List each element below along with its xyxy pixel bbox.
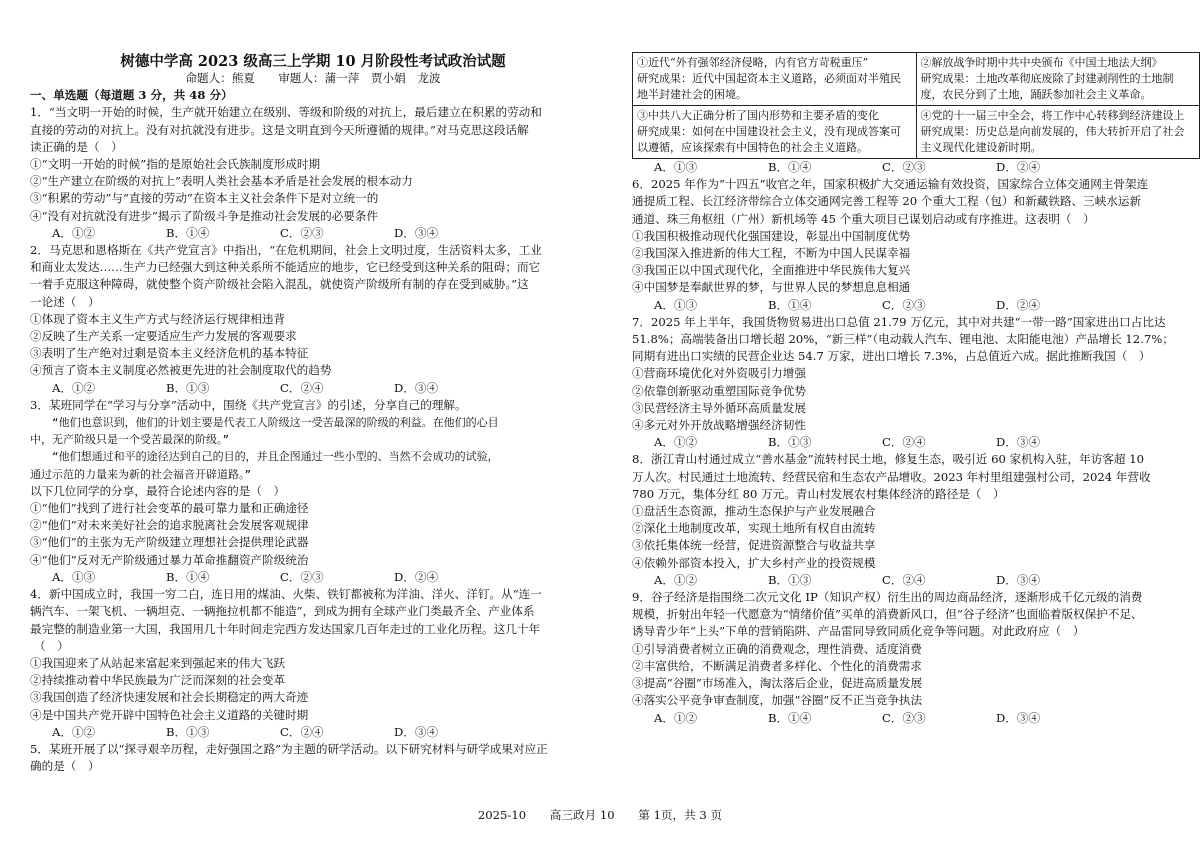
question-stem-line: 通提质工程、长江经济带综合立体交通网完善工程等 20 个重大工程（包）和新藏铁路、三峡水运新	[632, 194, 1142, 209]
question-9	[632, 589, 1198, 727]
option-b[interactable]: B．①④	[768, 297, 812, 312]
answer-statement: ①体现了资本主义生产方式与经济运行规律相违背	[30, 311, 286, 326]
research-result: 研究成果：如何在中国建设社会主义，没有现成答案可以遵循，应该探索有中国特色的社会主义道路。	[637, 125, 901, 154]
option-c[interactable]: C．②④	[280, 724, 324, 739]
answer-statement: ②“他们”对未来美好社会的追求脱离社会发展客观规律	[30, 518, 309, 533]
research-cell-3	[633, 106, 917, 159]
answer-statement: ③表明了生产绝对过剩是资本主义经济危机的基本特征	[30, 346, 309, 361]
option-c[interactable]: C．②④	[280, 380, 324, 395]
question-1	[30, 104, 596, 242]
option-a[interactable]: A．①③	[654, 160, 698, 174]
question-stem-line: 一论述（ ）	[30, 294, 100, 309]
option-a[interactable]: A．①③	[52, 569, 96, 584]
answer-statement: ④依赖外部资本投入，扩大乡村产业的投资规模	[632, 555, 876, 570]
answer-statement: ①引导消费者树立正确的消费观念，理性消费、适度消费	[632, 641, 922, 656]
answer-statement: ①盘活生态资源，推动生态保护与产业发展融合	[632, 504, 876, 519]
answer-statement: ③民营经济主导外循环高质量发展	[632, 400, 806, 415]
option-a[interactable]: A．①②	[52, 225, 96, 240]
question-stem-line: 1．“当文明一开始的时候，生产就开始建立在级别、等级和阶级的对抗上，最后建立在积累的劳动和	[30, 105, 542, 120]
option-d[interactable]: D．③④	[394, 380, 439, 395]
right-column	[632, 52, 1198, 727]
page-number: 第 1页，共 3 页	[638, 808, 723, 822]
option-a[interactable]: A．①②	[654, 710, 698, 725]
answer-options	[30, 225, 596, 242]
question-stem-line: 诱导青少年“上头”下单的营销陷阱、产品雷同导致同质化竞争等问题。对此政府应（ ）	[632, 624, 1085, 639]
option-c[interactable]: C．②③	[280, 569, 324, 584]
question-5-stem	[30, 741, 596, 775]
research-material: ④党的十一届三中全会，将工作中心转移到经济建设上	[920, 109, 1185, 122]
question-4	[30, 586, 596, 741]
option-d[interactable]: D．③④	[394, 225, 439, 240]
option-b[interactable]: B．①③	[768, 435, 812, 450]
question-7	[632, 314, 1198, 452]
option-c[interactable]: C．②④	[882, 572, 926, 587]
option-c[interactable]: C．②④	[882, 435, 926, 450]
option-a[interactable]: A．①②	[52, 380, 96, 395]
research-material: ③中共八大正确分析了国内形势和主要矛盾的变化	[637, 109, 879, 122]
answer-statement: ④是中国共产党开辟中国特色社会主义道路的关键时期	[30, 707, 309, 722]
answer-statement: ②反映了生产关系一定要适应生产力发展的客观要求	[30, 329, 297, 344]
question-stem-line: 读正确的是（ ）	[30, 139, 123, 154]
quote-line: “他们想通过和平的途径达到自己的目的，并且企图通过一些小型的、当然不会成功的试验，	[52, 450, 499, 464]
option-b[interactable]: B．①④	[768, 710, 812, 725]
quote-line: “他们也意识到，他们的计划主要是代表工人阶级这一受苦最深的阶级的利益。在他们的心目	[52, 416, 499, 430]
question-stem-line: 8．浙江青山村通过成立“善水基金”流转村民土地，修复生态，吸引近 60 家机构入驻，年访客超 10	[632, 452, 1144, 467]
answer-options	[632, 297, 1198, 314]
question-stem-line: 最完整的制造业第一大国，我国用几十年时间走完西方发达国家几百年走过的工业化历程。这几十年	[30, 621, 541, 636]
answer-statement: ④多元对外开放战略增强经济韧性	[632, 418, 806, 433]
question-stem-line: 万人次。村民通过土地流转、经营民宿和生态农产品增收。2023 年村里组建强村公司，2024 年营收	[632, 469, 1151, 484]
answer-statement: ②依靠创新驱动重塑国际竞争优势	[632, 383, 806, 398]
answer-options	[30, 569, 596, 586]
answer-statement: ④预言了资本主义制度必然被更先进的社会制度取代的趋势	[30, 363, 332, 378]
answer-statement: ④中国梦是奉献世界的梦，与世界人民的梦想息息相通	[632, 280, 911, 295]
option-d[interactable]: D．②④	[996, 160, 1041, 174]
option-b[interactable]: B．①④	[166, 569, 210, 584]
answer-statement: ④“他们”反对无产阶级通过暴力革命推翻资产阶级统治	[30, 552, 309, 567]
answer-statement: ②深化土地制度改革，实现土地所有权自由流转	[632, 521, 876, 536]
question-stem-line: 2．马克思和恩格斯在《共产党宣言》中指出，“在危机期间，社会上文明过度，生活资料太多，工业	[30, 243, 542, 258]
left-column	[30, 52, 596, 775]
answer-statement: ③我国创造了经济快速发展和社会长期稳定的两大奇迹	[30, 690, 309, 705]
answer-statement: ①“他们”找到了进行社会变革的最可靠力量和正确途径	[30, 501, 309, 516]
research-cell-2	[916, 53, 1200, 106]
option-b[interactable]: B．①③	[166, 724, 210, 739]
quote-line: 中，无产阶级只是一个受苦最深的阶级。”	[30, 433, 230, 447]
option-b[interactable]: B．①③	[166, 380, 210, 395]
answer-statement: ①我国积极推动现代化强国建设，彰显出中国制度优势	[632, 228, 911, 243]
question-stem-line: 7．2025 年上半年，我国货物贸易进出口总值 21.79 万亿元，其中对共建“一带一路”国家进出口占比达	[632, 314, 1166, 329]
answer-options	[632, 710, 1198, 727]
answer-statement: ①营商环境优化对外资吸引力增强	[632, 366, 806, 381]
question-stem-line: 确的是（ ）	[30, 759, 100, 774]
question-stem-line: 3．某班同学在“学习与分享”活动中，围绕《共产党宣言》的引述，分享自己的理解。	[30, 397, 467, 412]
section-heading: 一、单选题（每道题 3 分，共 48 分）	[30, 88, 233, 103]
footer-code: 高三政月 10	[549, 808, 615, 822]
answer-options	[632, 159, 1198, 176]
question-stem-line: （ ）	[34, 638, 69, 653]
question-stem-line: 辆汽车、一架飞机、一辆坦克、一辆拖拉机都不能造”，到成为拥有全球产业门类最齐全、产业体系	[30, 604, 535, 619]
research-result: 研究成果：土地改革彻底废除了封建剥削性的土地制度，农民分到了土地，踊跃参加社会主义革命。	[920, 72, 1174, 101]
answer-statement: ②“生产建立在阶级的对抗上”表明人类社会基本矛盾是社会发展的根本动力	[30, 174, 413, 189]
research-material: ①近代“外有强邻经济侵略，内有官方苛税重压”	[637, 56, 869, 69]
option-b[interactable]: B．①④	[768, 160, 812, 174]
exam-title: 树德中学高 2023 级高三上学期 10 月阶段性考试政治试题	[120, 53, 506, 70]
question-stem-line: 一着手克服这种障碍，就使整个资产阶级社会陷入混乱，就使资产阶级所有制的存在受到威胁。”这	[30, 277, 529, 292]
footer-date: 2025-10	[477, 808, 527, 822]
answer-options	[30, 380, 596, 397]
question-stem-line: 和商业太发达……生产力已经强大到这种关系所不能适应的地步，它已经受到这种关系的阻碍；而它	[30, 260, 541, 275]
answer-statement: ②我国深入推进新的伟大工程，不断为中国人民谋幸福	[632, 246, 911, 261]
question-8	[632, 451, 1198, 589]
research-result: 研究成果：历史总是向前发展的，伟大转折开启了社会主义现代化建设新时期。	[920, 125, 1185, 154]
question-stem-line: 规模，折射出年轻一代愿意为“情绪价值”买单的消费新风口，但“谷子经济”也面临着版权保护不足、	[632, 607, 1143, 622]
answer-statement: ②持续推动着中华民族最为广泛而深刻的社会变革	[30, 673, 286, 688]
answer-statement: ③我国正以中国式现代化，全面推进中华民族伟大复兴	[632, 263, 911, 278]
option-a[interactable]: A．①③	[654, 297, 698, 312]
research-cell-1	[633, 53, 917, 106]
answer-statement: ③依托集体统一经营，促进资源整合与收益共享	[632, 538, 876, 553]
page-footer	[0, 807, 1200, 823]
option-c[interactable]: C．②③	[882, 297, 926, 312]
option-c[interactable]: C．②③	[280, 225, 324, 240]
question-3	[30, 397, 596, 586]
answer-statement: ④落实公平竞争审查制度，加强“谷圈”反不正当竞争执法	[632, 693, 923, 708]
question-stem-line: 4．新中国成立时，我国一穷二白，连日用的煤油、火柴、铁钉都被称为洋油、洋火、洋钉。从“连一	[30, 587, 542, 602]
question-stem-line: 同期有进出口实绩的民营企业达 54.7 万家，进出口增长 7.3%，占总值近六成。据此推断我国（ ）	[632, 349, 1151, 364]
answer-options	[632, 434, 1198, 451]
question-stem-line: 6．2025 年作为“十四五”收官之年，国家积极扩大交通运输有效投资，国家综合立体交通网主骨架连	[632, 177, 1149, 192]
answer-statement: ①“文明一开始的时候”指的是原始社会氏族制度形成时期	[30, 157, 321, 172]
question-stem-line: 51.8%；高端装备出口增长超 20%，“新三样”（电动载人汽车、锂电池、太阳能电池）产品增长 12.7%；	[632, 332, 1174, 347]
option-a[interactable]: A．①②	[654, 572, 698, 587]
answer-statement: ②丰富供给，不断满足消费者多样化、个性化的消费需求	[632, 658, 922, 673]
option-d[interactable]: D．②④	[996, 297, 1041, 312]
research-table	[632, 52, 1200, 159]
option-d[interactable]: D．③④	[394, 724, 439, 739]
answer-statement: ③“他们”的主张为无产阶级建立理想社会提供理论武器	[30, 535, 309, 550]
question-stem-line: 9．谷子经济是指围绕二次元文化 IP（知识产权）衍生出的周边商品经济，逐渐形成千亿元级的消费	[632, 590, 1143, 605]
quote-line: 通过示范的力量来为新的社会福音开辟道路。”	[30, 467, 252, 481]
option-d[interactable]: D．③④	[996, 435, 1041, 450]
option-b[interactable]: B．①④	[166, 225, 210, 240]
answer-statement: ③提高“谷圈”市场准入，淘汰落后企业，促进高质量发展	[632, 676, 923, 691]
option-d[interactable]: D．③④	[996, 572, 1041, 587]
option-a[interactable]: A．①②	[654, 435, 698, 450]
option-c[interactable]: C．②③	[882, 710, 926, 725]
question-stem-line: 5．某班开展了以“探寻艰辛历程，走好强国之路”为主题的研学活动。以下研究材料与研学成果对应正	[30, 741, 548, 756]
option-a[interactable]: A．①②	[52, 724, 96, 739]
answer-options	[30, 724, 596, 741]
answer-statement: ③“积累的劳动”与“直接的劳动”在资本主义社会条件下是对立统一的	[30, 191, 379, 206]
answer-statement: ①我国迎来了从站起来富起来到强起来的伟大飞跃	[30, 655, 286, 670]
exam-authors: 命题人：熊夏 审题人：蒲一萍 贾小娟 龙波	[185, 71, 441, 85]
question-stem-line: 780 万元，集体分红 80 万元。青山村发展农村集体经济的路径是（ ）	[632, 486, 1005, 501]
research-material: ②解放战争时期中共中央颁布《中国土地法大纲》	[920, 56, 1163, 69]
research-result: 研究成果：近代中国起资本主义道路，必须面对半殖民地半封建社会的困境。	[637, 72, 901, 101]
option-d[interactable]: D．②④	[394, 569, 439, 584]
research-cell-4	[916, 106, 1200, 159]
question-6	[632, 176, 1198, 314]
question-stem-line: 通道、珠三角枢纽（广州）新机场等 45 个重大项目已谋划启动或有序推进。这表明（ ）	[632, 211, 1095, 226]
answer-options	[632, 572, 1198, 589]
option-b[interactable]: B．①③	[768, 572, 812, 587]
question-stem-line: 直接的劳动的对抗上。没有对抗就没有进步。这是文明直到今天所遵循的规律。”对马克思这段话解	[30, 122, 529, 137]
option-d[interactable]: D．③④	[996, 710, 1041, 725]
option-c[interactable]: C．②③	[882, 160, 926, 174]
question-2	[30, 242, 596, 397]
question-ask: 以下几位同学的分享，最符合论述内容的是（ ）	[30, 483, 286, 498]
answer-statement: ④“没有对抗就没有进步”揭示了阶级斗争是推动社会发展的必要条件	[30, 208, 379, 223]
